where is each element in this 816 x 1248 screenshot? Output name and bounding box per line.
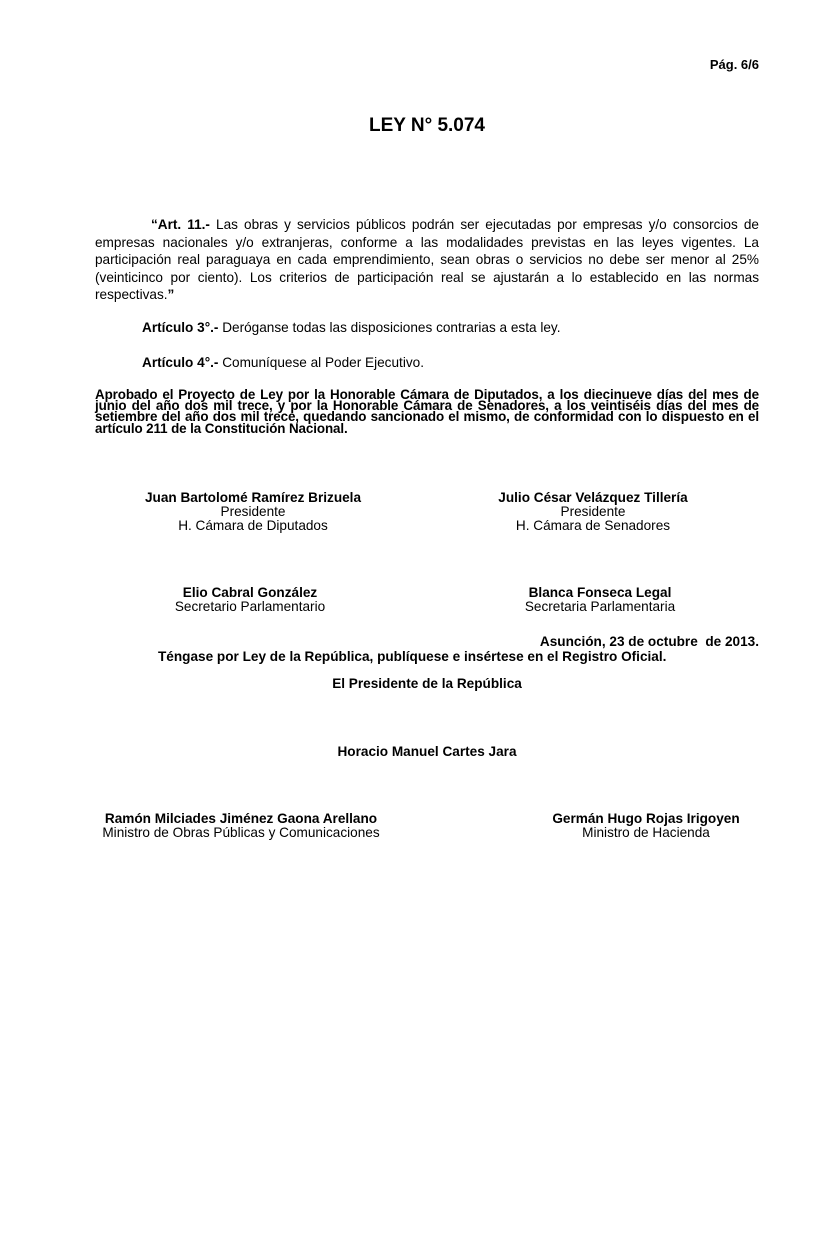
- signatory-name: Juan Bartolomé Ramírez Brizuela: [144, 490, 362, 505]
- signatory-name: Germán Hugo Rojas Irigoyen: [552, 811, 740, 826]
- signatory-body: H. Cámara de Diputados: [178, 518, 328, 534]
- promulgation-text: Téngase por Ley de la República, publíquese e insértese en el Registro Oficial.: [158, 649, 667, 664]
- signatory-body: H. Cámara de Senadores: [515, 518, 671, 534]
- signatory-role: Presidente: [560, 504, 626, 520]
- signature-chamber-president: [125, 491, 381, 534]
- article-4-paragraph: [142, 355, 424, 370]
- signature-senate-president: [478, 491, 708, 534]
- signatory-name: Elio Cabral González: [182, 585, 318, 600]
- article-3-heading: Artículo 3°.-: [142, 320, 219, 335]
- signature-senate-secretary: [500, 586, 700, 614]
- signatory-role: Presidente: [220, 504, 286, 520]
- signatory-role: Ministro de Obras Públicas y Comunicaciones: [102, 825, 380, 841]
- signatory-name: Blanca Fonseca Legal: [528, 585, 672, 600]
- article-4-text: Comuníquese al Poder Ejecutivo.: [218, 355, 424, 370]
- article-11-heading: “Art. 11.-: [151, 217, 210, 232]
- signatory-role: Secretaria Parlamentaria: [524, 599, 676, 615]
- article-3-paragraph: [142, 320, 560, 335]
- article-11-closing-quote: ”: [167, 287, 175, 303]
- signature-minister-finance: [540, 812, 752, 840]
- article-11-text: Las obras y servicios públicos podrán ser ejecutadas por empresas y/o consorcios de empresas nacionales y/o extranjeras, conforme a las modalidades previstas en las leyes vigentes. La participación real paraguaya en cada emprendimiento, sean obras o servicios no debe ser menor al 25% (veinticinco por ciento). Los criterios de participación real se ajustarán a lo establecido en las normas respectivas.: [95, 217, 759, 303]
- article-11-paragraph: [95, 216, 759, 304]
- article-3-text: Deróganse todas las disposiciones contrarias a esta ley.: [218, 320, 561, 335]
- president-title: El Presidente de la República: [332, 676, 522, 691]
- president-name: Horacio Manuel Cartes Jara: [337, 744, 517, 759]
- law-title: LEY N° 5.074: [368, 115, 486, 136]
- signatory-name: Ramón Milciades Jiménez Gaona Arellano: [104, 811, 378, 826]
- signature-chamber-secretary: [150, 586, 350, 614]
- signatory-name: Julio César Velázquez Tillería: [498, 490, 688, 505]
- signature-minister-public-works: [86, 812, 396, 840]
- city-date: Asunción, 23 de octubre de 2013.: [539, 634, 759, 649]
- page-number: Pág. 6/6: [709, 57, 759, 72]
- signatory-role: Ministro de Hacienda: [582, 825, 710, 841]
- article-4-heading: Artículo 4°.-: [142, 355, 219, 370]
- approval-paragraph: Aprobado el Proyecto de Ley por la Honorable Cámara de Diputados, a los diecinueve días del mes de junio del año dos mil trece, y por la Honorable Cámara de Senadores, a los veintiséis días del mes de setiembre del año dos mil trece, quedando sancionado el mismo, de conformidad con lo dispuesto en el artículo 211 de la Constitución Nacional.: [95, 387, 759, 436]
- signatory-role: Secretario Parlamentario: [174, 599, 326, 615]
